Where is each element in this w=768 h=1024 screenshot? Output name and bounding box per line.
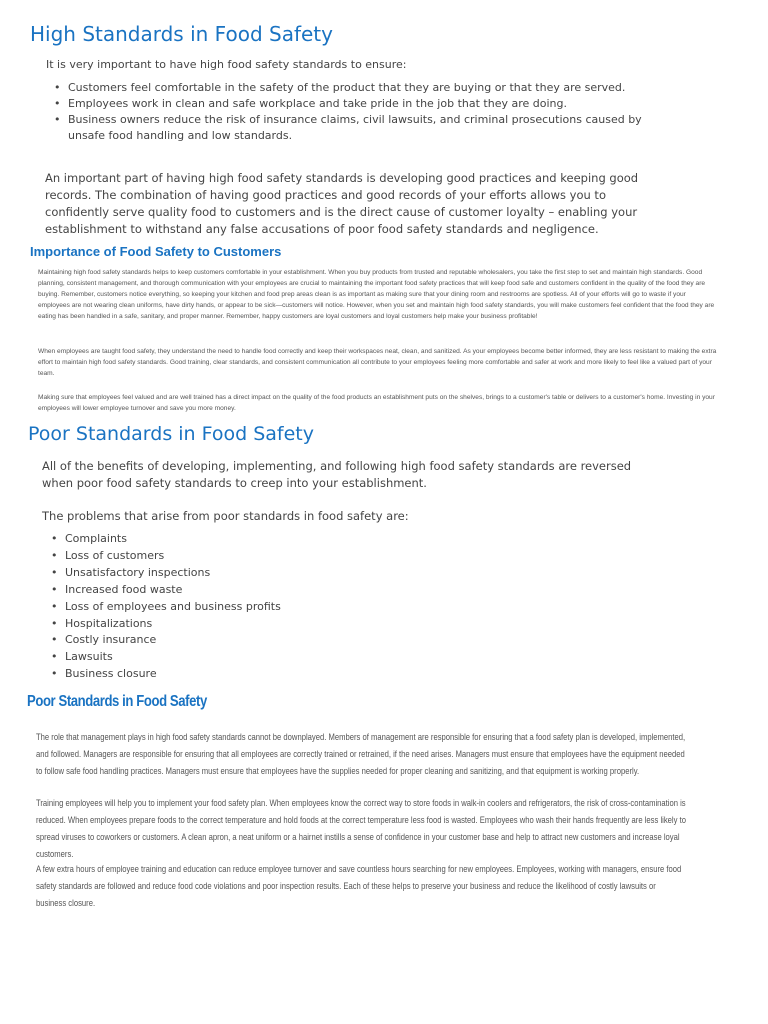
- poor-standards-subheading: Poor Standards in Food Safety: [27, 693, 207, 710]
- high-standards-heading: High Standards in Food Safety: [30, 22, 333, 46]
- list-item: • Complaints: [48, 531, 281, 548]
- list-item: • Lawsuits: [48, 649, 281, 666]
- list-item: • Increased food waste: [48, 582, 281, 599]
- list-item: • Loss of customers: [48, 548, 281, 565]
- poor-standards-list: [48, 531, 281, 683]
- importance-paragraph-2: When employees are taught food safety, they understand the need to handle food correctly and keep their workspaces neat, clean, and sanitized. As your employees become better informed, they are less resistant to making the extra effort to maintain high food safety standards. Good training, clear standards, and consistent communication all contribute to your employees feeling more comfortable and safer at work and more likely to feel like a valued part of your team.: [38, 348, 717, 377]
- management-paragraph-3: A few extra hours of employee training and education can reduce employee turnover and save countless hours searching for new employees. Employees, working with managers, ensure food safety standards are followed and reduce food code violations and poor inspection results. Each of these helps to preserve your business and reduce the likelihood of costly lawsuits or business closure.: [36, 864, 682, 909]
- list-item: • Business owners reduce the risk of insurance claims, civil lawsuits, and criminal prosecutions caused by unsafe food handling and low standards.: [50, 112, 660, 144]
- list-item: • Loss of employees and business profits: [48, 599, 281, 616]
- list-item: • Customers feel comfortable in the safety of the product that they are buying or that they are served.: [50, 80, 660, 96]
- high-standards-list: [50, 80, 660, 144]
- management-paragraph-2: Training employees will help you to implement your food safety plan. When employees know the correct way to store foods in walk-in coolers and refrigerators, the risk of cross-contamination is reduced. When employees prepare foods to the correct temperature and hold foods at the correct temperature less food is wasted. Employees who wash their hands frequently are less likely to spread viruses to coworkers or customers. A clean apron, a neat uniform or a hairnet instills a sense of confidence in your customer base and help to attract new customers and increase loyal customers.: [36, 798, 686, 860]
- high-standards-intro: It is very important to have high food safety standards to ensure:: [46, 58, 407, 71]
- importance-paragraph-3: Making sure that employees feel valued and are well trained has a direct impact on the quality of the food products an establishment puts on the shelves, brings to a customer's table or delivers to a customer's home. Investing in your employees will lower employee turnover and save you more money.: [38, 394, 715, 412]
- list-item: • Unsatisfactory inspections: [48, 565, 281, 582]
- importance-paragraph-1: Maintaining high food safety standards helps to keep customers comfortable in your establishment. When you buy products from trusted and reputable wholesalers, you take the first step to set and maintain high standards. Good planning, consistent management, and thorough communication with your employees are crucial to maintaining the important food safety practices that will keep food safe and customers confident in the quality of the food they are buying. Remember, customers notice everything, so keeping your kitchen and food prep areas clean is as important as making sure that your dining room and restrooms are spotless. All of your efforts will go to waste if your employees are not wearing clean uniforms, have dirty hands, or appear to be sick—customers will notice. However, when you set and maintain high food safety standards, you will make customers feel confident that the food they are eating has been handled in a safe, sanitary, and proper manner. Remember, happy customers are loyal customers and loyal customers help make your business profitable!: [38, 269, 715, 320]
- list-item: • Costly insurance: [48, 632, 281, 649]
- poor-standards-paragraph: All of the benefits of developing, implementing, and following high food safety standards are reversed when poor food safety standards to creep into your establishment.: [42, 459, 632, 490]
- poor-standards-heading: Poor Standards in Food Safety: [28, 423, 314, 445]
- list-item: • Hospitalizations: [48, 616, 281, 633]
- list-item: • Business closure: [48, 666, 281, 683]
- management-paragraph-1: The role that management plays in high food safety standards cannot be downplayed. Members of management are responsible for ensuring that a food safety plan is developed, implemented, and followed. Managers are responsible for ensuring that all employees are correctly trained or retrained, if the need arises. Managers must ensure that employees have the equipment needed to follow safe food handling practices. Managers must ensure that employees have the supplies needed for proper cleaning and sanitizing, and that equipment is working properly.: [36, 732, 686, 777]
- importance-heading: Importance of Food Safety to Customers: [30, 244, 282, 259]
- list-item: • Employees work in clean and safe workplace and take pride in the job that they are doing.: [50, 96, 660, 112]
- poor-standards-intro: The problems that arise from poor standards in food safety are:: [42, 509, 409, 523]
- high-standards-paragraph: An important part of having high food safety standards is developing good practices and keeping good records. The combination of having good practices and good records of your efforts allows you to confidently serve quality food to customers and is the direct cause of customer loyalty – enabling your establishment to withstand any false accusations of poor food safety standards and negligence.: [45, 171, 639, 236]
